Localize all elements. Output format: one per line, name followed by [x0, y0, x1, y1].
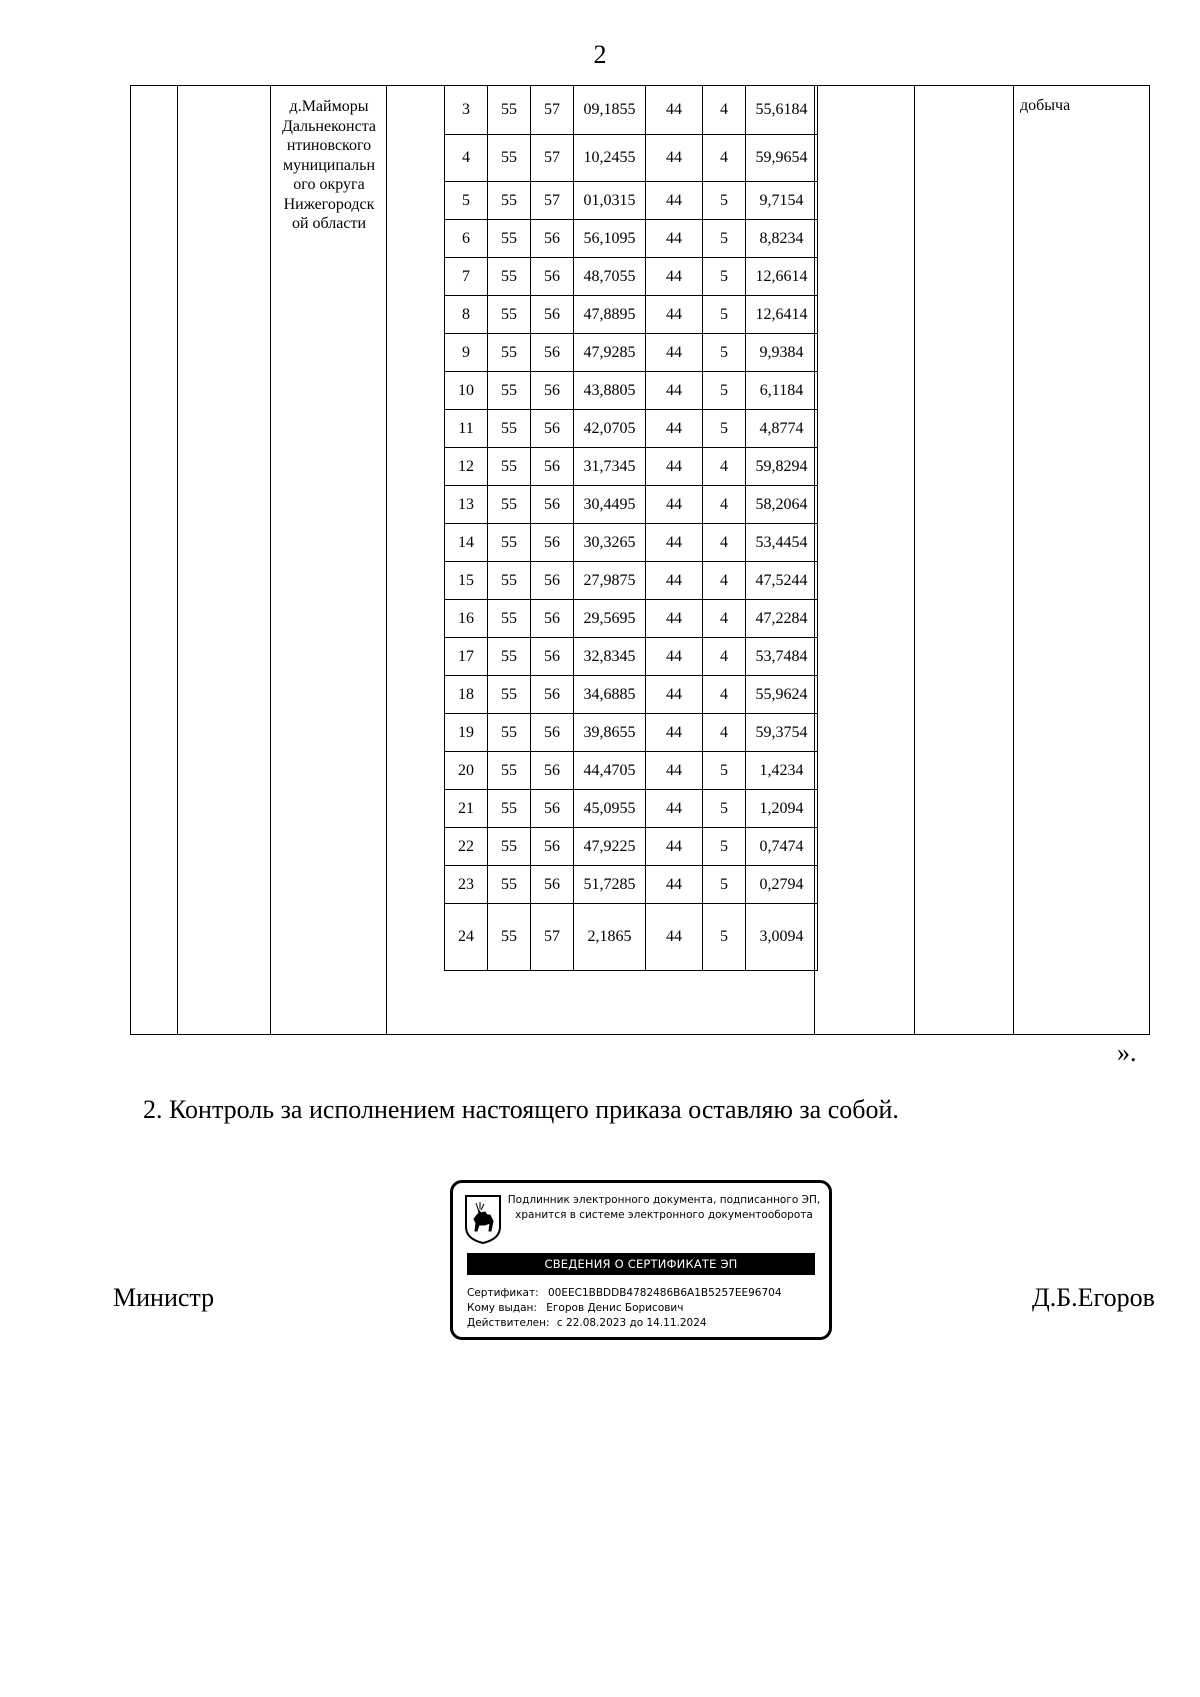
- table-cell: 56: [531, 714, 574, 752]
- table-cell: 55: [488, 135, 531, 182]
- table-cell: 4: [703, 524, 746, 562]
- table-cell: 56: [531, 372, 574, 410]
- table-cell: 1,4234: [746, 752, 818, 790]
- table-cell: 55: [488, 182, 531, 220]
- table-cell: 56: [531, 486, 574, 524]
- stamp-header-line: хранится в системе электронного документооборота: [515, 1209, 813, 1221]
- table-cell: 4: [703, 86, 746, 135]
- table-row: [445, 182, 818, 220]
- location-line: муниципальн: [282, 156, 376, 174]
- table-cell: 55: [488, 334, 531, 372]
- table-cell: 7: [445, 258, 488, 296]
- table-cell: 9,7154: [746, 182, 818, 220]
- table-cell: 4: [703, 486, 746, 524]
- table-cell: 53,4454: [746, 524, 818, 562]
- table-cell: 55: [488, 486, 531, 524]
- table-cell: 57: [531, 182, 574, 220]
- table-cell: 55: [488, 296, 531, 334]
- table-cell: 3,0094: [746, 904, 818, 971]
- table-cell: 56: [531, 258, 574, 296]
- table-cell: 56: [531, 334, 574, 372]
- table-cell: 2,1865: [574, 904, 646, 971]
- table-row: [445, 600, 818, 638]
- table-cell: 55: [488, 524, 531, 562]
- table-cell: 55: [488, 372, 531, 410]
- table-cell: 56: [531, 220, 574, 258]
- table-cell: 44: [646, 258, 703, 296]
- table-cell: 47,2284: [746, 600, 818, 638]
- table-cell: 5: [703, 828, 746, 866]
- table-cell: 44: [646, 790, 703, 828]
- table-row: [445, 135, 818, 182]
- table-row: [445, 220, 818, 258]
- table-cell: 12,6414: [746, 296, 818, 334]
- table-cell: 6,1184: [746, 372, 818, 410]
- table-cell: 5: [703, 790, 746, 828]
- purpose-cell: добыча: [1020, 97, 1071, 114]
- table-cell: 4: [703, 714, 746, 752]
- table-cell: 47,5244: [746, 562, 818, 600]
- table-cell: 21: [445, 790, 488, 828]
- table-cell: 44: [646, 638, 703, 676]
- table-row: [445, 828, 818, 866]
- table-cell: 27,9875: [574, 562, 646, 600]
- table-cell: 8: [445, 296, 488, 334]
- table-cell: 3: [445, 86, 488, 135]
- table-cell: 4,8774: [746, 410, 818, 448]
- table-cell: 23: [445, 866, 488, 904]
- table-cell: 44: [646, 86, 703, 135]
- closing-quote: ».: [1117, 1038, 1137, 1067]
- table-cell: 9,9384: [746, 334, 818, 372]
- table-cell: 44: [646, 410, 703, 448]
- table-cell: 5: [703, 296, 746, 334]
- stamp-header: [505, 1193, 823, 1223]
- table-cell: 16: [445, 600, 488, 638]
- table-cell: 8,8234: [746, 220, 818, 258]
- table-cell: 4: [703, 135, 746, 182]
- table-cell: 55: [488, 86, 531, 135]
- table-row: [445, 752, 818, 790]
- table-cell: 59,8294: [746, 448, 818, 486]
- table-cell: 29,5695: [574, 600, 646, 638]
- table-cell: 55,6184: [746, 86, 818, 135]
- issued-to-value: Егоров Денис Борисович: [546, 1302, 684, 1314]
- table-cell: 44: [646, 562, 703, 600]
- table-cell: 55: [488, 448, 531, 486]
- table-cell: 55: [488, 752, 531, 790]
- table-cell: 30,4495: [574, 486, 646, 524]
- table-cell: 56,1095: [574, 220, 646, 258]
- table-cell: 56: [531, 296, 574, 334]
- table-cell: 18: [445, 676, 488, 714]
- table-cell: 55: [488, 638, 531, 676]
- table-cell: 44: [646, 752, 703, 790]
- location-line: Нижегородск: [283, 195, 375, 213]
- table-row: [445, 372, 818, 410]
- table-cell: 4: [703, 448, 746, 486]
- table-cell: 4: [703, 600, 746, 638]
- signer-position: Министр: [113, 1283, 215, 1312]
- table-cell: 17: [445, 638, 488, 676]
- table-cell: 56: [531, 676, 574, 714]
- table-cell: 42,0705: [574, 410, 646, 448]
- table-cell: 15: [445, 562, 488, 600]
- table-cell: 0,7474: [746, 828, 818, 866]
- table-cell: 30,3265: [574, 524, 646, 562]
- table-cell: 48,7055: [574, 258, 646, 296]
- issued-to-label: Кому выдан:: [467, 1302, 537, 1314]
- table-cell: 55: [488, 410, 531, 448]
- certificate-value: 00EEC1BBDDB4782486B6A1B5257EE96704: [547, 1287, 782, 1299]
- table-column-divider: [386, 85, 387, 1035]
- table-column-divider: [270, 85, 271, 1035]
- table-cell: 56: [531, 410, 574, 448]
- signer-name: Д.Б.Егоров: [1032, 1283, 1155, 1312]
- table-cell: 24: [445, 904, 488, 971]
- table-cell: 56: [531, 562, 574, 600]
- location-line: ой области: [291, 215, 367, 232]
- table-cell: 44: [646, 334, 703, 372]
- table-cell: 1,2094: [746, 790, 818, 828]
- table-column-divider: [177, 85, 178, 1035]
- table-cell: 5: [445, 182, 488, 220]
- location-line: Дальнеконста: [281, 117, 376, 135]
- table-cell: 57: [531, 904, 574, 971]
- table-row: [445, 486, 818, 524]
- valid-value: с 22.08.2023 до 14.11.2024: [556, 1317, 707, 1329]
- table-cell: 57: [531, 135, 574, 182]
- table-row: [445, 866, 818, 904]
- table-cell: 12,6614: [746, 258, 818, 296]
- table-cell: 5: [703, 372, 746, 410]
- table-cell: 11: [445, 410, 488, 448]
- table-cell: 44: [646, 866, 703, 904]
- table-row: [445, 638, 818, 676]
- table-cell: 5: [703, 258, 746, 296]
- table-row: [445, 562, 818, 600]
- table-cell: 4: [445, 135, 488, 182]
- table-cell: 44: [646, 135, 703, 182]
- table-cell: 56: [531, 600, 574, 638]
- table-row: [445, 334, 818, 372]
- table-column-divider: [914, 85, 915, 1035]
- table-cell: 45,0955: [574, 790, 646, 828]
- electronic-signature-stamp: [450, 1180, 832, 1340]
- valid-period-line: [467, 1317, 707, 1329]
- table-cell: 31,7345: [574, 448, 646, 486]
- table-cell: 5: [703, 334, 746, 372]
- table-cell: 59,3754: [746, 714, 818, 752]
- table-cell: 44: [646, 600, 703, 638]
- table-cell: 4: [703, 676, 746, 714]
- table-cell: 44: [646, 486, 703, 524]
- table-cell: 58,2064: [746, 486, 818, 524]
- table-cell: 56: [531, 638, 574, 676]
- table-cell: 12: [445, 448, 488, 486]
- stamp-title-bar: СВЕДЕНИЯ О СЕРТИФИКАТЕ ЭП: [467, 1253, 815, 1275]
- location-line: ого округа: [293, 176, 365, 193]
- issued-to-line: [467, 1302, 683, 1314]
- table-cell: 6: [445, 220, 488, 258]
- table-row: [445, 448, 818, 486]
- table-cell: 56: [531, 790, 574, 828]
- table-cell: 20: [445, 752, 488, 790]
- table-cell: 4: [703, 562, 746, 600]
- clause-2-text: 2. Контроль за исполнением настоящего приказа оставляю за собой.: [143, 1095, 899, 1124]
- deer-coat-of-arms-icon: [463, 1193, 503, 1245]
- table-row: [445, 676, 818, 714]
- table-cell: 44: [646, 904, 703, 971]
- table-row: [445, 296, 818, 334]
- table-row: [445, 524, 818, 562]
- table-cell: 44: [646, 828, 703, 866]
- table-row: [445, 714, 818, 752]
- table-cell: 56: [531, 752, 574, 790]
- stamp-header-line: Подлинник электронного документа, подписанного ЭП,: [507, 1194, 821, 1206]
- certificate-label: Сертификат:: [467, 1287, 539, 1299]
- table-cell: 44,4705: [574, 752, 646, 790]
- table-cell: 39,8655: [574, 714, 646, 752]
- coordinates-table: [444, 85, 818, 971]
- location-cell: [272, 97, 386, 234]
- table-row: [445, 86, 818, 135]
- table-cell: 47,9285: [574, 334, 646, 372]
- table-cell: 5: [703, 904, 746, 971]
- table-cell: 56: [531, 524, 574, 562]
- table-column-divider: [1013, 85, 1014, 1035]
- table-cell: 5: [703, 410, 746, 448]
- table-cell: 51,7285: [574, 866, 646, 904]
- table-cell: 55: [488, 790, 531, 828]
- table-cell: 34,6885: [574, 676, 646, 714]
- table-cell: 10: [445, 372, 488, 410]
- table-cell: 53,7484: [746, 638, 818, 676]
- table-cell: 32,8345: [574, 638, 646, 676]
- table-cell: 5: [703, 182, 746, 220]
- table-cell: 01,0315: [574, 182, 646, 220]
- table-cell: 44: [646, 182, 703, 220]
- table-cell: 5: [703, 752, 746, 790]
- table-cell: 44: [646, 372, 703, 410]
- table-cell: 47,9225: [574, 828, 646, 866]
- table-cell: 5: [703, 866, 746, 904]
- table-cell: 55: [488, 714, 531, 752]
- table-cell: 47,8895: [574, 296, 646, 334]
- table-cell: 44: [646, 714, 703, 752]
- table-cell: 44: [646, 676, 703, 714]
- table-cell: 43,8805: [574, 372, 646, 410]
- valid-label: Действителен:: [467, 1317, 550, 1329]
- table-row: [445, 410, 818, 448]
- table-cell: 10,2455: [574, 135, 646, 182]
- table-row: [445, 258, 818, 296]
- table-cell: 55: [488, 676, 531, 714]
- table-cell: 55: [488, 904, 531, 971]
- table-row: [445, 904, 818, 971]
- table-cell: 55: [488, 562, 531, 600]
- location-line: нтиновского: [286, 137, 372, 154]
- table-cell: 56: [531, 828, 574, 866]
- table-cell: 5: [703, 220, 746, 258]
- table-cell: 44: [646, 296, 703, 334]
- table-cell: 19: [445, 714, 488, 752]
- table-cell: 9: [445, 334, 488, 372]
- table-cell: 13: [445, 486, 488, 524]
- table-cell: 14: [445, 524, 488, 562]
- table-cell: 59,9654: [746, 135, 818, 182]
- table-row: [445, 790, 818, 828]
- table-cell: 55: [488, 258, 531, 296]
- table-cell: 56: [531, 448, 574, 486]
- table-cell: 44: [646, 448, 703, 486]
- table-cell: 4: [703, 638, 746, 676]
- table-cell: 56: [531, 866, 574, 904]
- table-cell: 44: [646, 220, 703, 258]
- table-cell: 55: [488, 220, 531, 258]
- table-cell: 57: [531, 86, 574, 135]
- location-line: д.Маймoры: [289, 98, 369, 115]
- table-cell: 55: [488, 828, 531, 866]
- table-cell: 55,9624: [746, 676, 818, 714]
- certificate-line: [467, 1287, 782, 1299]
- table-cell: 09,1855: [574, 86, 646, 135]
- table-cell: 22: [445, 828, 488, 866]
- table-cell: 55: [488, 600, 531, 638]
- table-cell: 0,2794: [746, 866, 818, 904]
- table-cell: 55: [488, 866, 531, 904]
- page-number: 2: [593, 40, 607, 69]
- table-cell: 44: [646, 524, 703, 562]
